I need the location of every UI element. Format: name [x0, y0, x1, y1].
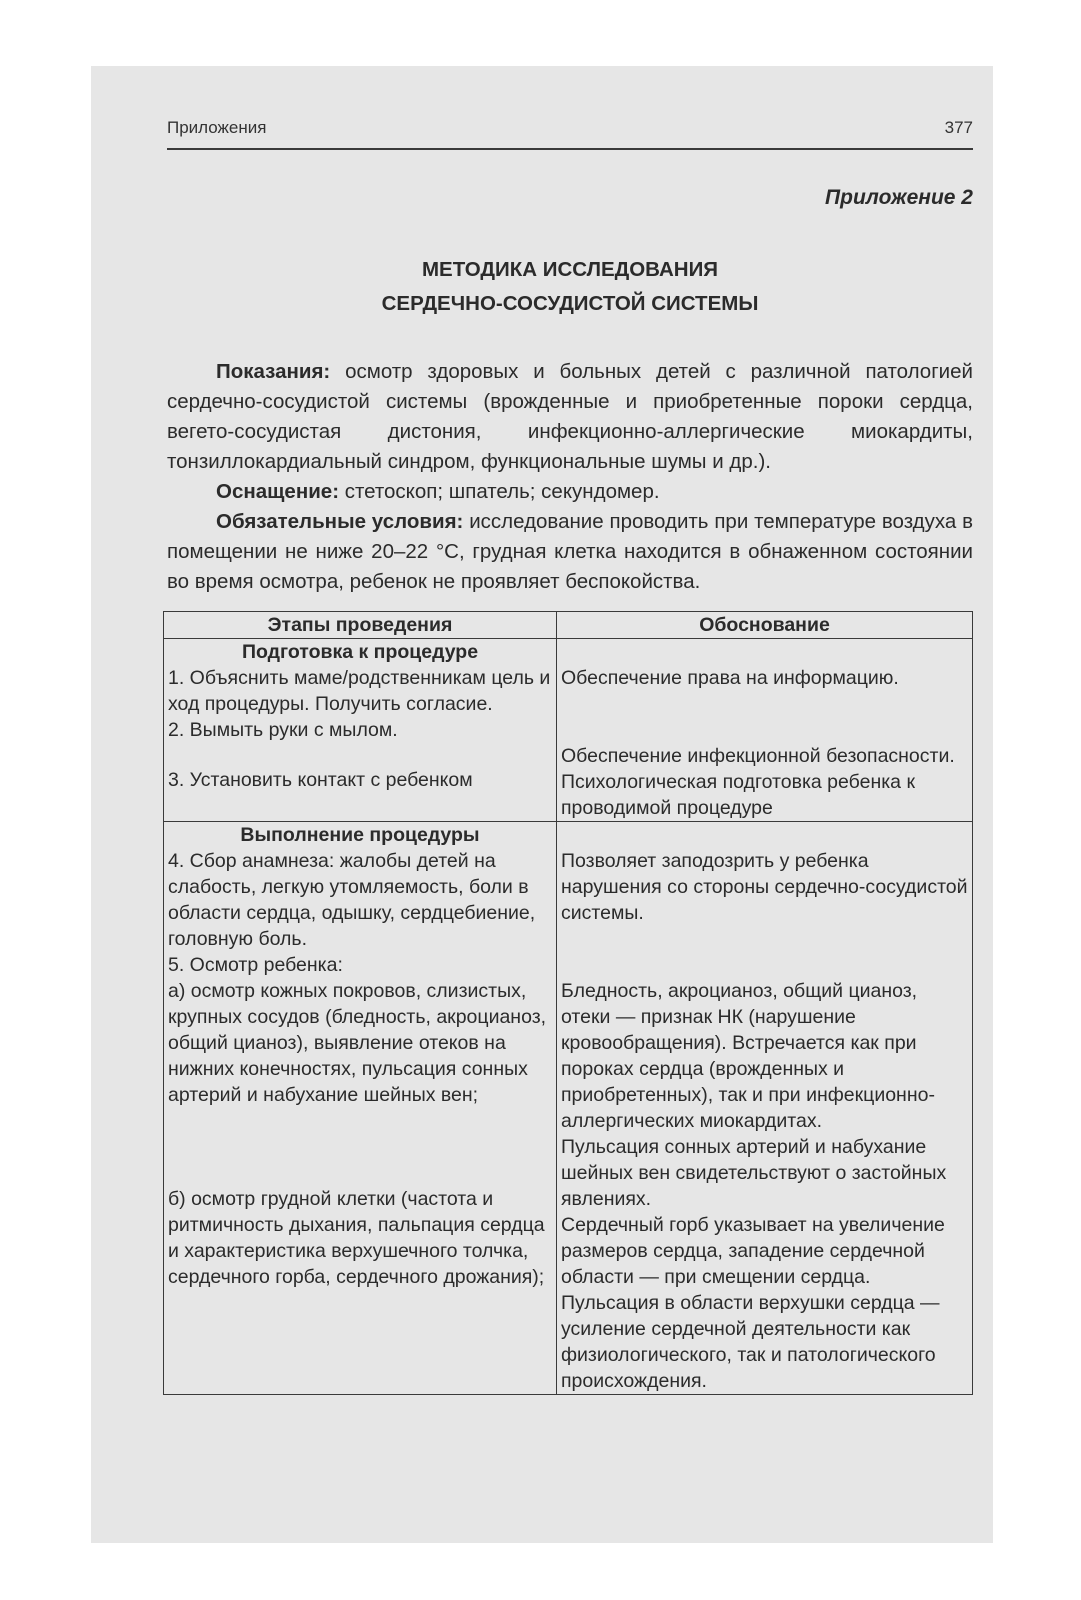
- step-3: 3. Установить контакт с ребенком: [168, 769, 473, 791]
- step-5: 5. Осмотр ребенка:: [168, 954, 343, 976]
- running-head: [167, 118, 973, 150]
- indications-text: осмотр здоровых и больных детей с различной патологией сердечно-сосудистой системы (врожденные и приобретенные пороки сердца, вегето-сосудистая дистония, инфекционно-аллергические миокардиты, тонзиллокардиальный синдром, функциональные шумы и др.).: [167, 360, 973, 473]
- prep-rationale-cell: [557, 639, 973, 822]
- page-number: 377: [944, 118, 973, 137]
- header-steps: Этапы проведения: [164, 612, 557, 639]
- table-row: [164, 822, 973, 1395]
- step-5a: а) осмотр кожных покровов, слизистых, крупных сосудов (бледность, акроцианоз, общий цианоз), выявление отеков на нижних конечностях, пульсация сонных артерий и набухание шейных вен;: [168, 980, 547, 1106]
- main-title-line-2: СЕРДЕЧНО-СОСУДИСТОЙ СИСТЕМЫ: [381, 292, 759, 315]
- table-header-row: [164, 612, 973, 639]
- conditions-paragraph: [167, 507, 973, 597]
- rationale-4: Позволяет заподозрить у ребенка нарушения со стороны сердечно-сосудистой системы.: [561, 850, 968, 924]
- step-1: 1. Объяснить маме/родственникам цель и ход процедуры. Получить согласие.: [168, 667, 551, 715]
- main-title-line-1: МЕТОДИКА ИССЛЕДОВАНИЯ: [421, 258, 719, 281]
- table-row: [164, 639, 973, 822]
- appendix-label: Приложение 2: [825, 186, 973, 209]
- page-content: [167, 118, 973, 1395]
- main-title: [167, 253, 973, 321]
- section-title-execution: Выполнение процедуры: [240, 824, 480, 846]
- indications-lead: Показания:: [216, 360, 331, 383]
- rationale-2: Обеспечение инфекционной безопасности.: [561, 745, 955, 767]
- rationale-5a-2: Пульсация сонных артерий и набухание шейных вен свидетельствуют о застойных явлениях.: [561, 1136, 947, 1210]
- exec-steps-cell: [164, 822, 557, 1395]
- conditions-text: исследование проводить при температуре воздуха в помещении не ниже 20–22 °С, грудная клетка находится в обнаженном состоянии во время осмотра, ребенок не проявляет беспокойства.: [167, 510, 974, 593]
- step-4: 4. Сбор анамнеза: жалобы детей на слабость, легкую утомляемость, боли в области сердца, одышку, сердцебиение, головную боль.: [168, 850, 536, 950]
- conditions-lead: Обязательные условия:: [216, 510, 464, 533]
- rationale-1: Обеспечение права на информацию.: [561, 667, 899, 689]
- procedure-table: [163, 611, 973, 1395]
- equipment-text: стетоскоп; шпатель; секундомер.: [339, 480, 660, 503]
- equipment-paragraph: [167, 477, 973, 507]
- exec-rationale-cell: [557, 822, 973, 1395]
- rationale-3: Психологическая подготовка ребенка к проводимой процедуре: [561, 771, 915, 819]
- header-rationale: Обоснование: [557, 612, 973, 639]
- rationale-5b-2: Пульсация в области верхушки сердца — усиление сердечной деятельности как физиологического, так и патологического происхождения.: [561, 1292, 940, 1392]
- equipment-lead: Оснащение:: [216, 480, 340, 503]
- step-5b: б) осмотр грудной клетки (частота и ритмичность дыхания, пальпация сердца и характеристика верхушечного толчка, сердечного горба, сердечного дрожания);: [168, 1188, 545, 1288]
- running-head-section: Приложения: [167, 118, 267, 137]
- rationale-5a: Бледность, акроцианоз, общий цианоз, отеки — признак НК (нарушение кровообращения). Встречается как при пороках сердца (врожденных и приобретенных), так и при инфекционно-аллергических миокардитах.: [561, 980, 935, 1132]
- step-2: 2. Вымыть руки с мылом.: [168, 719, 398, 741]
- indications-paragraph: [167, 357, 973, 477]
- rationale-5b: Сердечный горб указывает на увеличение размеров сердца, западение сердечной области — при смещении сердца.: [561, 1214, 945, 1288]
- section-title-preparation: Подготовка к процедуре: [241, 641, 479, 663]
- prep-steps-cell: [164, 639, 557, 822]
